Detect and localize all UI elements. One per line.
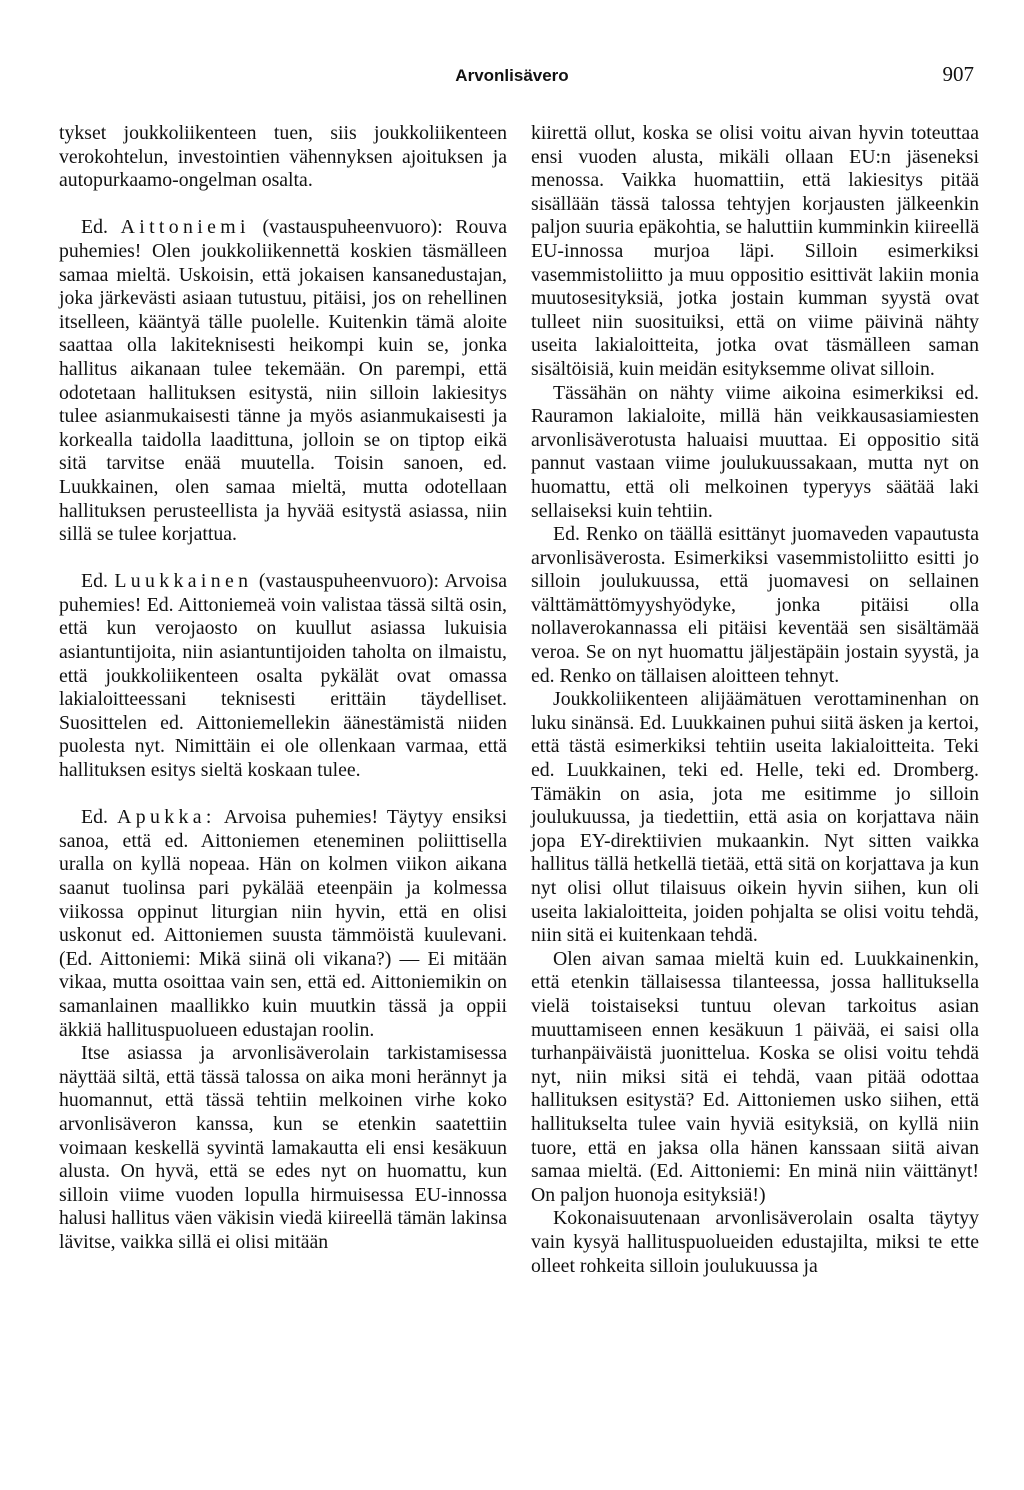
speech-text: (vastauspuheenvuoro): Rouva puhemies! Olen joukkoliikennettä koskien täsmälleen samaa mieltä. Uskoisin, että jokaisen kansanedustajan, joka järkevästi asiaan tutustuu, pitäisi, jos on rehellinen itselleen, kääntyä tälle puolelle. Kuitenkin tämä aloite saattaa olla lakiteknisesti heikompi kuin se, jonka hallitus aikanaan tulee tekemään. On parempi, että odotetaan hallituksen esitystä, niin silloin lakiesitys tulee asianmukaisesti tänne ja myös asianmukaisesti ja korkealla taidolla laadittuna, jolloin se on tiptop eikä sitä tarvitse enää muutella. Toisin sanoen, ed. Luukkainen, olen samaa mieltä, mutta odotellaan hallituksen perusteellista ja hyvää esitystä asiassa, niin sillä se tulee korjattua. — [59, 216, 507, 546]
speaker-name: Aittoniemi — [120, 216, 250, 239]
running-title: Arvonlisävero — [455, 66, 569, 85]
left-column — [59, 122, 507, 1255]
page-number: 907 — [942, 62, 974, 86]
right-paragraph-4: Joukkoliikenteen alijäämätuen verottaminenhan on luku sinänsä. Ed. Luukkainen puhui siitä äsken ja kertoi, että tästä esimerkiksi tehtiin useita lakialoitteita. Teki ed. Luukkainen, teki ed. Helle, teki ed. Dromberg. Tämäkin on asia, jota me esitimme jo silloin joulukuussa, ja tiedettiin, että asia on korjattava näin jopa EY-direktiivien mukaankin. Nyt sitten vaikka hallitus tällä hetkellä tietää, että sitä on korjattava ja kun nyt olisi ollut tilaisuus oikein hyvin siihen, kun oli useita lakialoitteita, joiden pohjalta se olisi voitu tehdä, niin sitä ei kuitenkaan tehdä. — [531, 688, 979, 947]
speech-prefix: Ed. — [81, 570, 108, 593]
left-paragraph-5: Itse asiassa ja arvonlisäverolain tarkistamisessa näyttää siltä, että tässä talossa on aika moni herännyt ja huomannut, että tässä tehtiin melkoinen virhe koko arvonlisäveron kanssa, kun se etenkin saatettiin voimaan keskellä syvintä lamakautta eli ensi kesäkuun alusta. On hyvä, että se edes nyt on huomattu, kun silloin viime vuoden lopulla hirmuisessa EU-innossa halusi hallitus väen väkisin viedä kiireellä tämän lakinsa lävitse, vaikka sillä ei olisi mitään — [59, 1042, 507, 1253]
right-column — [531, 122, 979, 1278]
left-paragraph-3 — [59, 570, 507, 782]
right-paragraph-2: Tässähän on nähty viime aikoina esimerkiksi ed. Rauramon lakialoite, millä hän veikkausasiamiesten arvonlisäverotusta haluaisi muuttaa. Ei oppositio sitä pannut vastaan viime joulukuussakaan, mutta nyt on huomattu, että oli melkoinen typeryys säätää laki sellaiseksi kuin tehtiin. — [531, 381, 979, 522]
speaker-name: Apukka: — [117, 806, 216, 829]
left-paragraph-4 — [59, 806, 507, 1042]
left-paragraph-1: tykset joukkoliikenteen tuen, siis joukkoliikenteen verokohtelun, investointien vähennyksen ajoituksen ja autopurkaamo-ongelman osalta. — [59, 122, 507, 192]
page-header — [0, 62, 1024, 92]
right-paragraph-1: kiirettä ollut, koska se olisi voitu aivan hyvin toteuttaa ensi vuoden alusta, mikäli ollaan EU:n jäseneksi menossa. Vaikka huomattiin, että lakiesitys pitää sisällään tässä talossa tehtyjen korjausten jälkeenkin paljon suuria epäkohtia, se haluttiin kumminkin kiireellä EU-innossa murjoa läpi. Silloin esimerkiksi vasemmistoliitto ja muu oppositio esittivät lakiin monia muutosesityksiä, jotka jostain kumman syystä ovat tulleet niin suosituiksi, että on viime päivinä nähty useita lakialoitteita, jotka ovat täsmälleen saman sisältöisiä, kuin meidän esityksemme olivat silloin. — [531, 122, 979, 380]
right-paragraph-6: Kokonaisuutenaan arvonlisäverolain osalta täytyy vain kysyä hallituspuolueiden edustajilta, miksi te ette olleet rohkeita silloin joulukuussa ja — [531, 1207, 979, 1277]
speech-prefix: Ed. — [81, 216, 108, 239]
speech-text: (vastauspuheenvuoro): Arvoisa puhemies! Ed. Aittoniemeä voin valistaa tässä siltä osin, että kun verojaosto on kuullut asiassa lukuisia asiantuntijoita, niin asiantuntijoiden taholta on ilmaistu, että joukkoliikenteen osalta pykälät ovat omassa lakialoitteessani teknisesti erittäin täydelliset. Suosittelen ed. Aittoniemellekin äänestämistä niiden puolesta nyt. Nimittäin ei ole ollenkaan varmaa, että hallituksen esitys sieltä koskaan tulee. — [59, 570, 507, 782]
right-paragraph-5: Olen aivan samaa mieltä kuin ed. Luukkainenkin, että etenkin tällaisessa tilanteessa, jossa hallituksella vielä toistaiseksi tuntuu olevan tarkoitus asian muuttamiseen ennen kesäkuun 1 päivää, ei saisi olla turhanpäiväistä juonittelua. Koska se olisi voitu tehdä nyt, niin miksi sitä ei tehdä, vaan pitää odottaa hallituksen esitystä? Ed. Aittoniemen usko siihen, että hallitukselta tulee vain hyviä esityksiä, on kyllä niin tuore, että en jaksa olla hänen kanssaan siitä aivan samaa mieltä. (Ed. Aittoniemi: En minä niin väittänyt! On paljon huonoja esityksiä!) — [531, 947, 979, 1206]
speech-prefix: Ed. — [81, 806, 108, 829]
left-paragraph-2 — [59, 216, 507, 546]
right-paragraph-3: Ed. Renko on täällä esittänyt juomaveden vapautusta arvonlisäverosta. Esimerkiksi vasemmistoliitto esitti jo silloin joulukuussa, että juomavesi on sellainen välttämättömyyshyödyke, jonka pitäisi olla nollaverokannassa eli pitäisi keventää sen sisältämää veroa. Se on nyt huomattu jäljestäpäin jostain syystä, ja ed. Renko on tällaisen aloitteen tehnyt. — [531, 523, 979, 687]
speech-text: Arvoisa puhemies! Täytyy ensiksi sanoa, että ed. Aittoniemen eteneminen poliittisella uralla on kyllä nopeaa. Hän on kolmen viikon aikana saanut tuolinsa pari pykälää eteenpäin ja kolmessa viikossa oppinut liturgian niin hyvin, että en olisi uskonut ed. Aittoniemen suusta tämmöistä kuulevani. (Ed. Aittoniemi: Mikä siinä oli vikana?) — Ei mitään vikaa, mutta osoittaa vain sen, että ed. Aittoniemikin on samanlainen maallikko kuin muutkin tässä ja oppii äkkiä hallituspuolueen edustajan roolin. — [59, 806, 507, 1041]
speaker-name: Luukkainen — [114, 570, 253, 593]
